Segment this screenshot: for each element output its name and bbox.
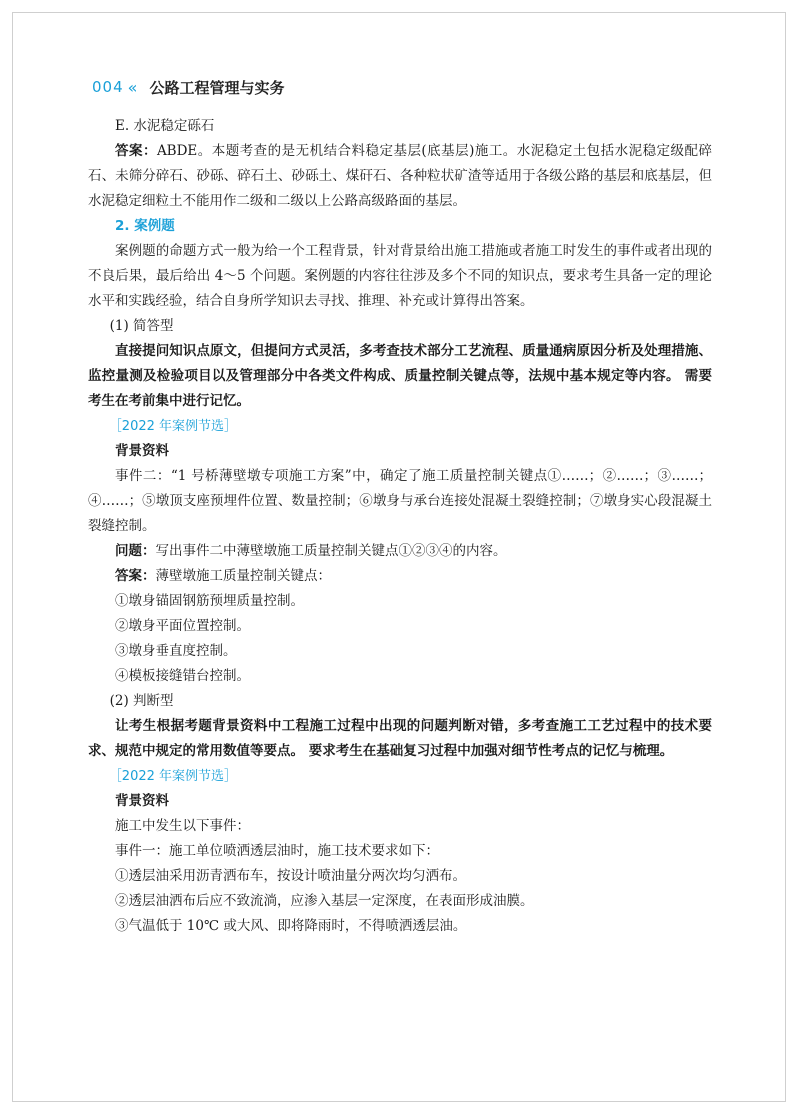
events-intro: 施工中发生以下事件： <box>115 818 250 834</box>
event-one: 事件一：施工单位喷洒透层油时，施工技术要求如下： <box>115 843 439 859</box>
book-title: 公路工程管理与实务 <box>149 78 285 97</box>
question-text: 写出事件二中薄壁墩施工质量控制关键点①②③④的内容。 <box>155 543 507 559</box>
section-title: 2. 案例题 <box>115 218 175 234</box>
answer2-paragraph <box>88 564 712 589</box>
answer2-label: 答案： <box>115 568 156 584</box>
answer-text: ABDE。本题考查的是无机结合料稳定基层(底基层)施工。水泥稳定土包括水泥稳定级配碎石、未筛分碎石、砂砾、碎石土、砂砾土、煤矸石、各种粒状矿渣等适用于各级公路的基层和底基层，但水泥稳定细粒土不能用作二级和二级以上公路高级路面的基层。 <box>88 143 712 209</box>
list-item: ③墩身垂直度控制。 <box>115 643 237 659</box>
question-paragraph <box>88 539 712 564</box>
subsection-desc-1: 直接提问知识点原文，但提问方式灵活，多考查技术部分工艺流程、质量通病原因分析及处理措施、监控量测及检验项目以及管理部分中各类文件构成、质量控制关键点等，法规中基本规定等内容。 需要考生在考前集中进行记忆。 <box>88 343 712 409</box>
subsection-desc-2: 让考生根据考题背景资料中工程施工过程中出现的问题判断对错，多考查施工工艺过程中的技术要求、规范中规定的常用数值等要点。 要求考生在基础复习过程中加强对细节性考点的记忆与梳理。 <box>88 718 712 759</box>
list-item: ②墩身平面位置控制。 <box>115 618 250 634</box>
subsection-title-1: (1) 简答型 <box>109 318 174 334</box>
list-item: ③气温低于 10℃ 或大风、即将降雨时，不得喷洒透层油。 <box>115 918 467 934</box>
list-item: ①透层油采用沥青洒布车，按设计喷油量分两次均匀洒布。 <box>115 868 466 884</box>
subsection-title-2: (2) 判断型 <box>109 693 174 709</box>
option-e: E. 水泥稳定砾石 <box>115 118 215 134</box>
page-content <box>88 114 712 939</box>
question-label: 问题： <box>115 543 156 559</box>
excerpt-tag-2: ［2022 年案例节选］ <box>108 769 238 784</box>
background-label-1: 背景资料 <box>115 443 169 459</box>
answer-label: 答案： <box>115 143 157 159</box>
list-item: ④模板接缝错台控制。 <box>115 668 250 684</box>
event-two: 事件二：“1 号桥薄壁墩专项施工方案”中，确定了施工质量控制关键点①……；②……；③……；④……；⑤墩顶支座预埋件位置、数量控制；⑥墩身与承台连接处混凝土裂缝控制；⑦墩身实心段混凝土裂缝控制。 <box>88 468 712 534</box>
chevron-icon: « <box>127 77 138 97</box>
section-intro: 案例题的命题方式一般为给一个工程背景，针对背景给出施工措施或者施工时发生的事件或者出现的不良后果，最后给出 4～5 个问题。案例题的内容往往涉及多个不同的知识点，要求考生具备一定的理论水平和实践经验，结合自身所学知识去寻找、推理、补充或计算得出答案。 <box>88 243 712 309</box>
answer-paragraph <box>88 139 712 214</box>
page-number: 004 <box>92 78 124 96</box>
list-item: ②透层油洒布后应不致流淌，应渗入基层一定深度，在表面形成油膜。 <box>115 893 534 909</box>
page-header <box>92 76 284 98</box>
answer2-text: 薄壁墩施工质量控制关键点： <box>155 568 331 584</box>
background-label-2: 背景资料 <box>115 793 169 809</box>
list-item: ①墩身锚固钢筋预埋质量控制。 <box>115 593 304 609</box>
excerpt-tag-1: ［2022 年案例节选］ <box>108 419 238 434</box>
